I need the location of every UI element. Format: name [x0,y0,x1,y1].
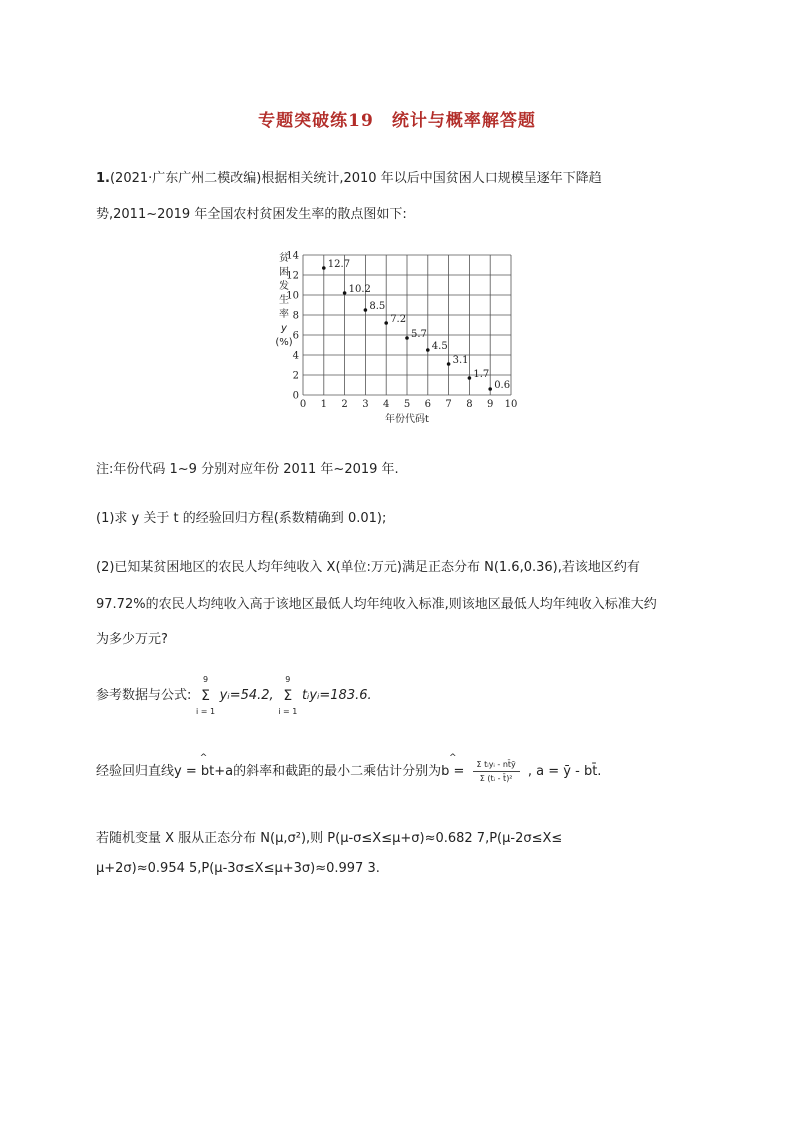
data-point [426,348,430,352]
reference-prefix: 参考数据与公式: [96,688,192,703]
y-label-char: 率 [279,309,289,320]
x-tick-label: 7 [445,399,452,410]
question-2-line2: 97.72%的农民人均纯收入高于该地区最低人均年纯收入标准,则该地区最低人均年纯收入标准大约 [96,597,657,612]
reference-sum1: yᵢ=54.2, [219,688,274,703]
scatter-chart [270,245,530,440]
data-label: 3.1 [452,355,469,366]
data-point [447,362,451,366]
problem-intro-line2: 势,2011~2019 年全国农村贫困发生率的散点图如下: [96,207,407,222]
data-label: 4.5 [431,341,448,352]
ols-fraction [473,760,520,783]
question-1: (1)求 y 关于 t 的经验回归方程(系数精确到 0.01); [96,511,387,526]
y-tick-label: 14 [286,250,299,262]
data-point [468,376,472,380]
x-tick-label: 3 [362,399,369,410]
ols-b: ^ b = [441,764,464,779]
problem-intro-line1 [96,167,602,186]
question-2-line3: 为多少万元? [96,632,168,647]
ols-mid: 的斜率和截距的最小二乘估计分别为 [233,764,442,779]
data-point [364,308,368,312]
x-tick-label: 1 [320,399,327,410]
x-tick-label: 8 [466,399,473,410]
chart-axes [286,251,517,411]
sum-lower: i = 1 [195,706,216,716]
data-label: 12.7 [327,259,351,270]
x-tick-label: 5 [403,399,411,410]
x-tick-label: 4 [383,399,390,410]
data-label: 0.6 [494,380,511,391]
normal-dist-line2: μ+2σ)≈0.954 5,P(μ-3σ≤X≤μ+3σ)≈0.997 3. [96,861,380,876]
y-tick-label: 12 [286,270,299,282]
y-tick-label: 6 [292,330,299,342]
sum-symbol-1: 9 Σ i = 1 [198,688,214,704]
data-point [405,336,409,340]
y-tick-label: 8 [292,310,299,322]
ols-a: , a = ȳ - bt̄. [527,764,602,779]
y-tick-label: 2 [292,370,299,382]
y-label-char: 发 [279,281,289,292]
y-label-char: (%) [275,337,293,348]
chart-points [322,259,510,391]
data-label: 5.7 [411,329,427,340]
y-tick-label: 4 [292,350,299,362]
problem-number: 1. [96,171,110,186]
ols-denominator: Σ (tᵢ - t̄)² [479,774,513,783]
x-tick-label: 6 [424,399,431,410]
sum-lower: i = 1 [278,706,298,716]
question-2-line1: (2)已知某贫困地区的农民人均年纯收入 X(单位:万元)满足正态分布 N(1.6,0.36),若该地区约有 [96,560,640,575]
data-label: 7.2 [390,314,407,325]
note-text: 注:年份代码 1~9 分别对应年份 2011 年~2019 年. [96,462,399,477]
ols-numerator: Σ tᵢyᵢ - nt̄ȳ [473,760,520,772]
x-tick-label: 2 [341,399,348,410]
y-label-char: 生 [279,295,289,306]
sum-upper: 9 [202,674,209,684]
data-label: 8.5 [369,301,386,312]
ols-formula [96,760,601,783]
data-point [322,266,326,270]
data-label: 1.7 [473,369,490,380]
data-point [488,387,492,391]
ols-equation: ^ y = bt+a [174,764,233,779]
page-title: 专题突破练19 统计与概率解答题 [258,111,536,131]
x-tick-label: 0 [299,399,307,410]
reference-sum2: tᵢyᵢ=183.6. [301,688,372,703]
ols-prefix: 经验回归直线 [96,764,175,779]
data-label: 10.2 [348,284,371,295]
data-point [384,321,388,325]
intro-text-1: (2021·广东广州二模改编)根据相关统计,2010 年以后中国贫困人口规模呈逐年下降趋 [109,171,602,186]
y-label-char: y [281,323,287,334]
reference-data [96,674,372,716]
normal-dist-line1: 若随机变量 X 服从正态分布 N(μ,σ²),则 P(μ-σ≤X≤μ+σ)≈0.682 7,P(μ-2σ≤X≤ [96,831,563,846]
y-tick-label: 10 [286,290,299,302]
sum-symbol-2: 9 Σ i = 1 [280,688,296,704]
sum-upper: 9 [285,674,291,684]
y-label-char: 困 [279,267,289,278]
chart-xlabel: 年份代码t [385,414,429,425]
y-label-char: 贫 [279,253,289,264]
x-tick-label: 10 [504,399,518,410]
x-tick-label: 9 [487,399,494,410]
y-tick-label: 0 [292,390,299,402]
data-point [343,291,347,295]
